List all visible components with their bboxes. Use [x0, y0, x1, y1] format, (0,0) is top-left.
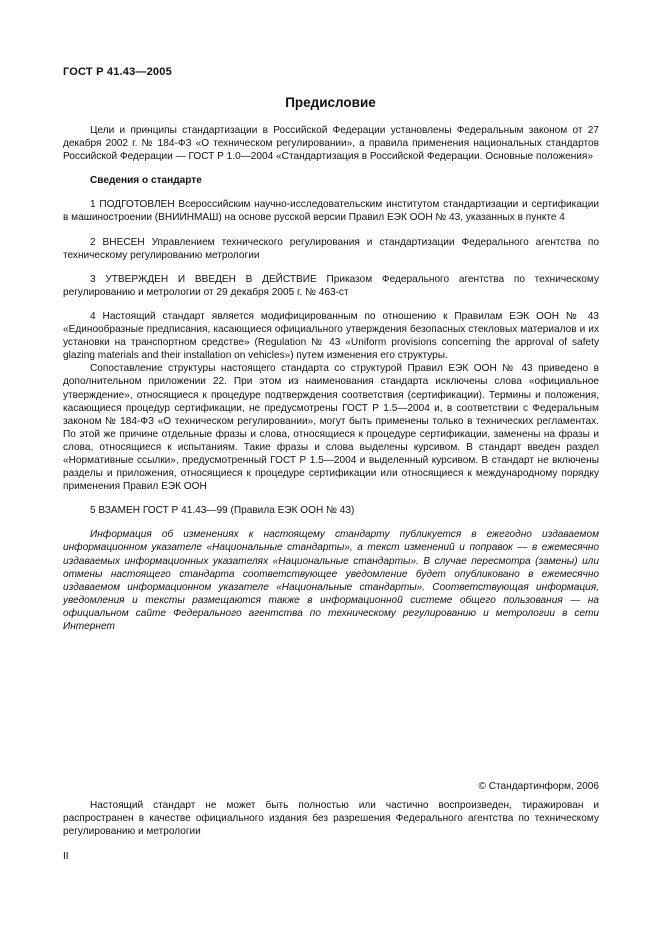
reproduction-notice-text: Настоящий стандарт не может быть полностью или частично воспроизведен, тиражирован и распространен в качестве официального издания без разрешения Федерального агентства по техническому регулированию и метрологии [63, 800, 599, 838]
info-notice-paragraph: Информация об изменениях к настоящему стандарту публикуется в ежегодно издаваемом информационном указателе «Национальные стандарты», а текст изменений и поправок — в ежемесячно издаваемых информационных указателях «Национальные стандарты». В случае пересмотра (замены) или отмены настоящего стандарта соответствующее уведомление будет опубликовано в ежемесячно издаваемом информационном указателе «Национальные стандарты». Соответствующая информация, уведомления и тексты размещаются также в информационной системе общего пользования — на официальном сайте Федерального агентства по техническому регулированию и метрологии в сети Интернет [63, 529, 599, 632]
page-title: Предисловие [285, 95, 376, 110]
item-4-paragraph: 4 Настоящий стандарт является модифицированным по отношению к Правилам ЕЭК ООН № 43 «Единообразные предписания, касающиеся официального утверждения безопасных стекловых материалов и их установки на транспортном средстве» (Regulation № 43 «Uniform provisions concerning the approval of safety glazing materials and their installation on vehicles») путем изменения его структуры. [63, 310, 599, 362]
copyright-line: © Стандартинформ, 2006 [478, 781, 599, 792]
item-5-paragraph: 5 ВЗАМЕН ГОСТ Р 41.43—99 (Правила ЕЭК ООН № 43) [90, 505, 355, 517]
item-2-paragraph: 2 ВНЕСЕН Управлением технического регулирования и стандартизации Федерального агентства по техническому регулированию метрологии [63, 236, 599, 261]
reproduction-notice [63, 799, 599, 838]
document-code-header: ГОСТ Р 41.43—2005 [63, 66, 172, 78]
item-1-paragraph: 1 ПОДГОТОВЛЕН Всероссийским научно-исследовательским институтом стандартизации и сертификации в машиностроении (ВНИИНМАШ) на основе русской версии Правил ЕЭК ООН № 43, указанных в пункте 4 [63, 199, 599, 224]
page-number: II [63, 851, 69, 862]
item-4-comparison-paragraph: Сопоставление структуры настоящего стандарта со структурой Правил ЕЭК ООН № 43 приведено в дополнительном приложении 22. При этом из наименования стандарта исключены слова «официальное утверждение», относящиеся к процедуре подтверждения соответствия (сертификации). Термины и положения, касающиеся процедур сертификации, не предусмотрены ГОСТ Р 1.5—2004 и, в соответствии с Федеральным законом № 184-ФЗ «О техническом регулировании», могут быть применены только в технических регламентах. По этой же причине отдельные фразы и слова, относящиеся к процедуре сертификации, заменены на фразы и слова, относящиеся к испытаниям. Такие фразы и слова выделены курсивом. В стандарт введен раздел «Нормативные ссылки», предусмотренный ГОСТ Р 1.5—2004 и выделенный курсивом. В стандарт не включены разделы и приложения, относящиеся к процедуре сертификации или относящиеся к международному порядку применения Правил ЕЭК ООН [63, 363, 599, 493]
foreword-body [63, 124, 599, 633]
item-3-paragraph: 3 УТВЕРЖДЕН И ВВЕДЕН В ДЕЙСТВИЕ Приказом Федерального агентства по техническому регулированию и метрологии от 29 декабря 2005 г. № 463-ст [63, 273, 599, 298]
standard-info-subheading: Сведения о стандарте [90, 175, 202, 187]
intro-paragraph: Цели и принципы стандартизации в Российской Федерации установлены Федеральным законом от 27 декабря 2002 г. № 184-ФЗ «О техническом регулировании», а правила применения национальных стандартов Российской Федерации — ГОСТ Р 1.0—2004 «Стандартизация в Российской Федерации. Основные положения» [63, 125, 599, 163]
